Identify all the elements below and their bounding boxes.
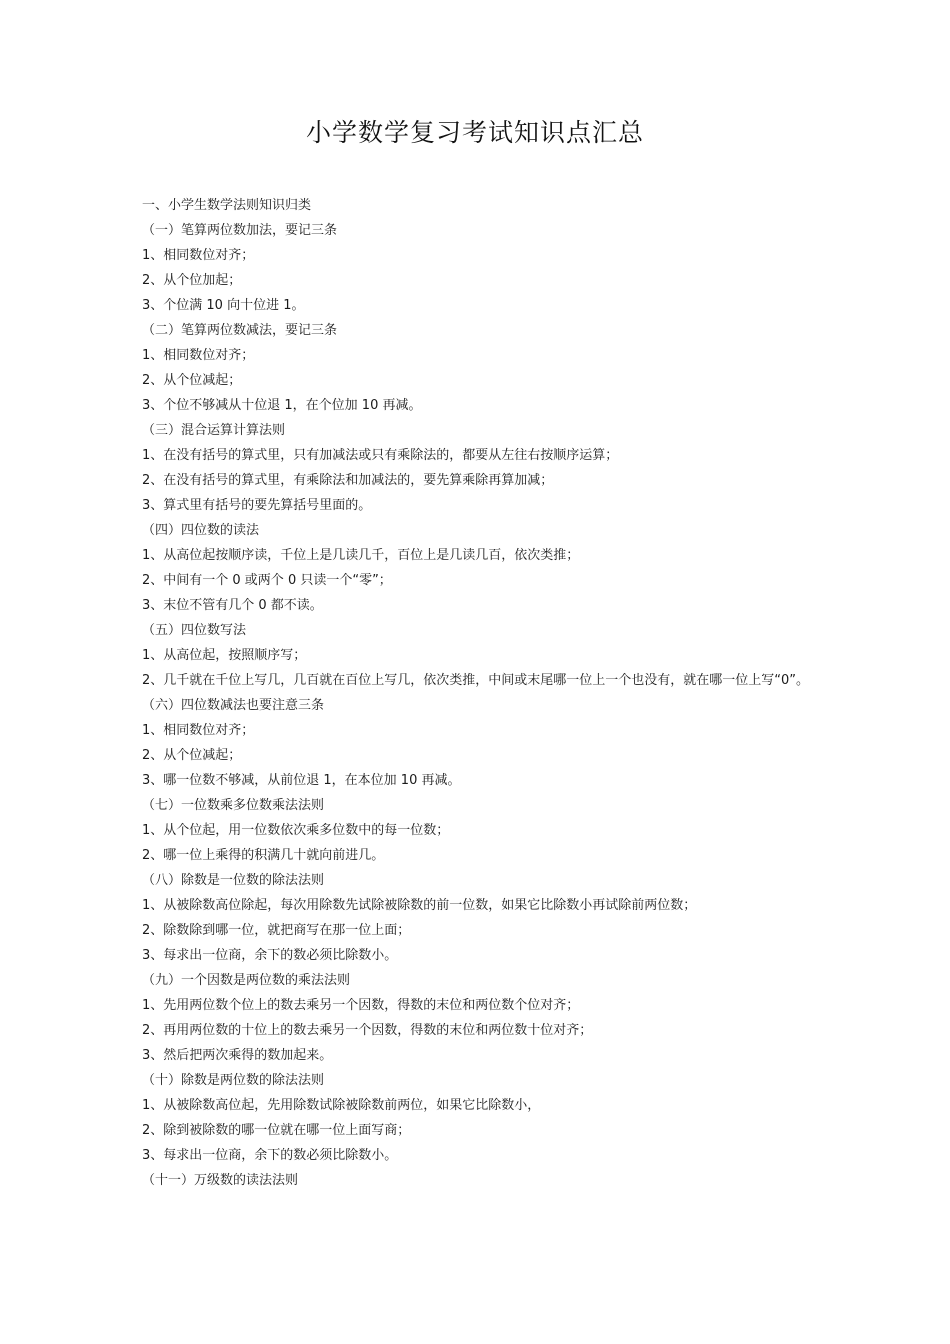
rule-item: 3、每求出一位商，余下的数必须比除数小。 [142, 948, 398, 963]
rule-item: 2、除数除到哪一位，就把商写在那一位上面； [142, 923, 411, 938]
subsection-heading: （八）除数是一位数的除法法则 [142, 873, 325, 888]
rule-item: 2、从个位减起； [142, 373, 242, 388]
rule-item: 1、从高位起按顺序读，千位上是几读几千，百位上是几读几百，依次类推； [142, 548, 580, 563]
subsection-heading: （四）四位数的读法 [142, 523, 260, 538]
rule-item: 2、在没有括号的算式里，有乘除法和加减法的，要先算乘除再算加减； [142, 473, 554, 488]
rule-item: 1、从被除数高位除起，每次用除数先试除被除数的前一位数，如果它比除数小再试除前两位数； [142, 898, 697, 913]
rule-item: 3、末位不管有几个 0 都不读。 [142, 598, 323, 613]
rule-item: 2、哪一位上乘得的积满几十就向前进几。 [142, 848, 385, 863]
subsection-heading: （七）一位数乘多位数乘法法则 [142, 798, 325, 813]
subsection-heading: （十）除数是两位数的除法法则 [142, 1073, 325, 1088]
rule-item: 3、个位满 10 向十位进 1。 [142, 298, 305, 313]
rule-item: 1、相同数位对齐； [142, 248, 255, 263]
rule-item: 1、从个位起，用一位数依次乘多位数中的每一位数； [142, 823, 450, 838]
rule-item: 3、算式里有括号的要先算括号里面的。 [142, 498, 372, 513]
subsection-heading: （十一）万级数的读法法则 [142, 1173, 299, 1188]
rule-item: 1、从被除数高位起，先用除数试除被除数前两位，如果它比除数小， [142, 1098, 541, 1113]
subsection-heading: （二）笔算两位数减法，要记三条 [142, 323, 338, 338]
rule-item: 2、除到被除数的哪一位就在哪一位上面写商； [142, 1123, 411, 1138]
rule-item: 2、几千就在千位上写几，几百就在百位上写几，依次类推，中间或末尾哪一位上一个也没有，就在哪一位上写“0”。 [142, 673, 810, 688]
rule-item: 2、中间有一个 0 或两个 0 只读一个“零”； [142, 573, 392, 588]
subsection-heading: （九）一个因数是两位数的乘法法则 [142, 973, 351, 988]
document-body [142, 193, 822, 1193]
rule-item: 1、相同数位对齐； [142, 723, 255, 738]
rule-item: 3、哪一位数不够减，从前位退 1，在本位加 10 再减。 [142, 773, 461, 788]
section-heading: 一、小学生数学法则知识归类 [142, 198, 312, 213]
subsection-heading: （六）四位数减法也要注意三条 [142, 698, 325, 713]
rule-item: 1、先用两位数个位上的数去乘另一个因数，得数的末位和两位数个位对齐； [142, 998, 580, 1013]
document-title: 小学数学复习考试知识点汇总 [305, 118, 644, 147]
rule-item: 2、从个位减起； [142, 748, 242, 763]
subsection-heading: （五）四位数写法 [142, 623, 247, 638]
subsection-heading: （三）混合运算计算法则 [142, 423, 286, 438]
rule-item: 3、每求出一位商，余下的数必须比除数小。 [142, 1148, 398, 1163]
rule-item: 2、再用两位数的十位上的数去乘另一个因数，得数的末位和两位数十位对齐； [142, 1023, 593, 1038]
rule-item: 1、从高位起，按照顺序写； [142, 648, 307, 663]
rule-item: 1、相同数位对齐； [142, 348, 255, 363]
rule-item: 2、从个位加起； [142, 273, 242, 288]
rule-item: 3、然后把两次乘得的数加起来。 [142, 1048, 333, 1063]
subsection-heading: （一）笔算两位数加法，要记三条 [142, 223, 338, 238]
rule-item: 1、在没有括号的算式里，只有加减法或只有乘除法的，都要从左往右按顺序运算； [142, 448, 619, 463]
rule-item: 3、个位不够减从十位退 1，在个位加 10 再减。 [142, 398, 422, 413]
